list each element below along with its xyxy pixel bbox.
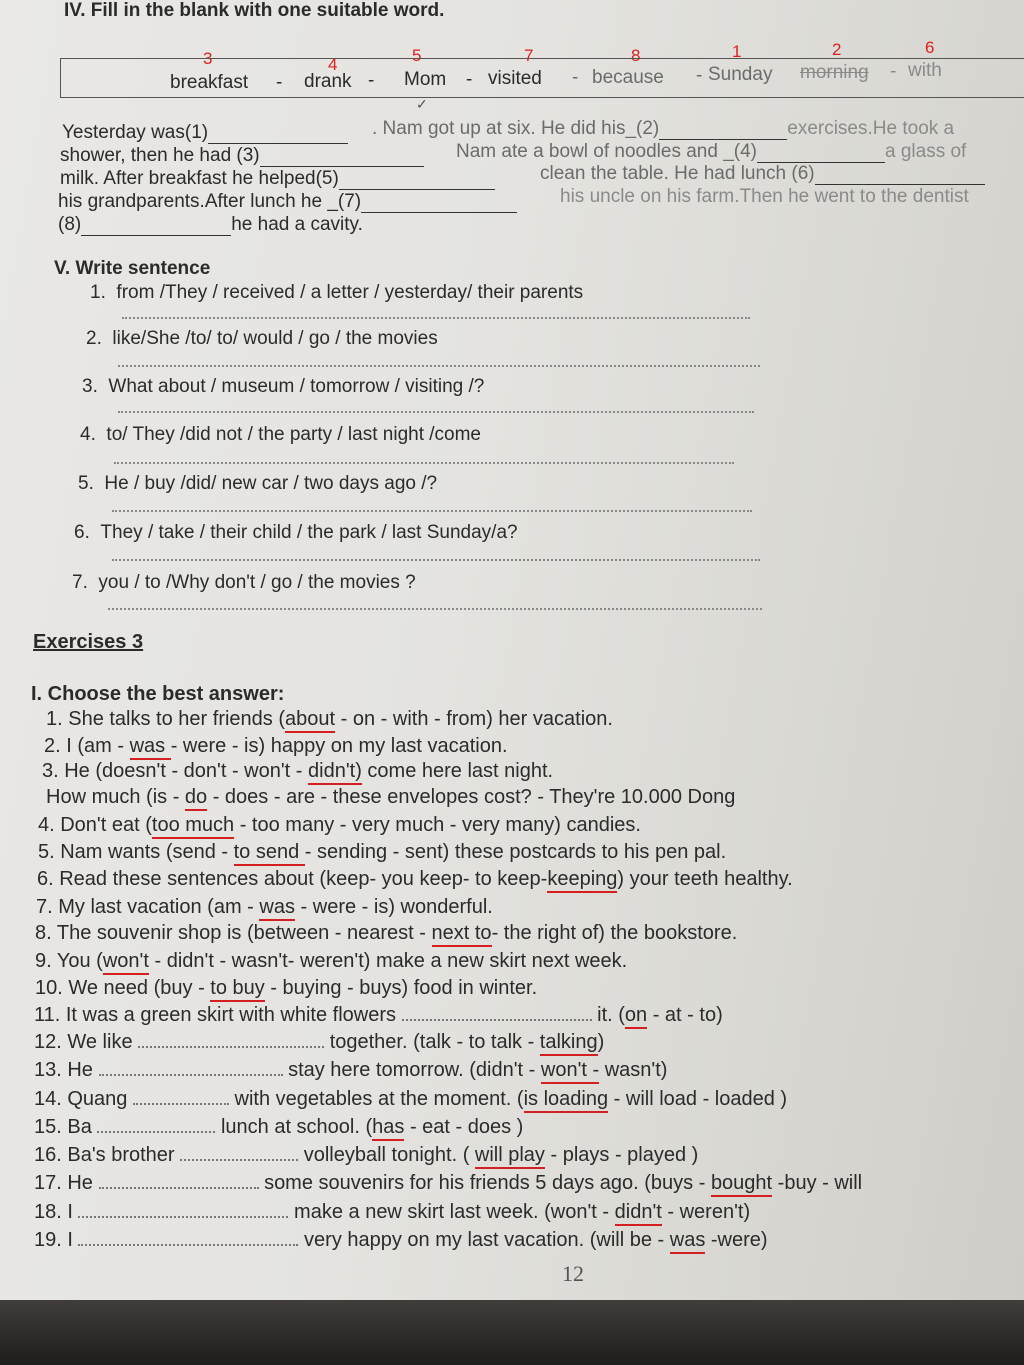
answer-blank[interactable] (99, 1070, 283, 1076)
marked-answer: was (259, 896, 295, 921)
passage-text: milk. After breakfast he helped(5) (60, 168, 339, 189)
passage-text: exercises.He took a (787, 118, 955, 139)
answer-line[interactable] (118, 363, 760, 367)
answer-line[interactable] (122, 315, 750, 319)
marked-answer: is loading (524, 1088, 609, 1113)
question-item: 13. He stay here tomorrow. (didn't - won't - wasn't) (34, 1059, 667, 1082)
answer-blank[interactable] (208, 127, 348, 144)
choose-answer-heading: I. Choose the best answer: (31, 683, 285, 705)
answer-number: 1 (732, 42, 742, 61)
passage-text: . Nam got up at six. He did his_(2) (372, 118, 660, 139)
answer-number: 8 (631, 46, 641, 65)
marked-answer: to buy (210, 977, 264, 1002)
answer-blank[interactable] (757, 146, 885, 163)
question-item: 11. It was a green skirt with white flowers it. (on - at - to) (34, 1004, 723, 1027)
item-number: 3. (82, 376, 98, 397)
sentence-prompt: to/ They /did not / the party / last night /come (106, 424, 481, 445)
marked-answer: didn't) (308, 760, 362, 785)
answer-number: 3 (203, 49, 213, 68)
marked-answer: didn't (615, 1201, 662, 1226)
exercises-title: Exercises 3 (33, 631, 144, 653)
answer-blank[interactable] (815, 168, 985, 185)
question-item: 1. She talks to her friends (about - on - with - from) her vacation. (46, 708, 613, 731)
marked-answer: will play (475, 1144, 545, 1169)
question-item: 17. He some souvenirs for his friends 5 days ago. (buys - bought -buy - will (34, 1172, 862, 1195)
sentence-prompt: from /They / received / a letter / yesterday/ their parents (116, 282, 584, 303)
marked-answer: on (625, 1004, 647, 1029)
question-item: 16. Ba's brother volleyball tonight. ( will play - plays - played ) (34, 1144, 698, 1167)
question-item: How much (is - do - does - are - these envelopes cost? - They're 10.000 Dong (46, 786, 735, 809)
answer-blank[interactable] (138, 1042, 324, 1048)
sentence-prompt: They / take / their child / the park / last Sunday/a? (100, 522, 518, 543)
question-item: 6. Read these sentences about (keep- you keep- to keep-keeping) your teeth healthy. (37, 868, 793, 891)
question-item: 14. Quang with vegetables at the moment. (is loading - will load - loaded ) (34, 1088, 787, 1111)
answer-number: 7 (524, 46, 534, 65)
marked-answer: keeping (547, 868, 617, 893)
question-item: 7. My last vacation (am - was - were - is) wonderful. (36, 896, 493, 919)
sentence-prompt: like/She /to/ to/ would / go / the movies (112, 328, 438, 349)
answer-blank[interactable] (97, 1127, 215, 1133)
passage-text: (8) (58, 214, 82, 235)
answer-blank[interactable] (180, 1155, 298, 1161)
word-option: with (908, 60, 942, 81)
sentence-prompt: He / buy /did/ new car / two days ago /? (104, 473, 438, 494)
answer-blank[interactable] (339, 173, 495, 190)
answer-blank[interactable] (402, 1015, 592, 1021)
answer-number: 4 (328, 55, 338, 74)
worksheet-page: IV. Fill in the blank with one suitable word. 3 4 5 7 8 1 2 6 breakfast - drank - Mom - visited - because - Sunday morning - with ✓ Yesterday was(1) . Nam got up at six. He did his_(2) exercises.He took a shower, then he had (3) Nam ate a bowl of noodles and _(4) a glass of milk. After breakfast he helped(5) clean the table. He had lunch (6) his grandparents.After lunch he _(7) his uncle on his farm.Then he went to the dentist (8) he had a cavity. V. Write sentence 1. from /They / received / a letter / yesterday/ their parents 2. like/She /to/ to/ would / go / the movies 3. What about / museum / tomorrow / visiting /? 4. to/ They /did not / the party / last night /come 5. He / buy /did/ new car / two days ago /? 6. They / take / their child / the park / last Sunday/a? 7. you / to /Why don't / go / the movies ? Exercises 3 I. Choose the best answer: 1. She talks to her friends (about - on - with - from) her vacation. 2. I (am - was - were - is) happy on my last vacation. 3. He (doesn't - don't - won't - didn't) come here last night. How much (is - do - does - are - these envelopes cost? - They're 10.000 Dong 4. Don't eat (too much - too many - very much - very many) candies. 5. Nam wants (send - to send - sending - sent) these postcards to his pen pal. 6. Read these sentences about (keep- you keep- to keep-keeping) your teeth healthy. 7. My last vacation (am - was - were - is) wonderful. 8. The souvenir shop is (between - nearest - next to- the right of) the bookstore. 9. You (won't - didn't - wasn't- weren't) make a new skirt next week. 10. We need (buy - to buy - buying - buys) food in winter. 11. It was a green skirt with white flowers it. (on - at - to) 12. We like together. (talk - to talk - talking) 13. He stay here tomorrow. (didn't - won't - wasn't) 14. Quang with vegetables at the moment. (is loading - will load - loaded ) 15. Ba lunch at school. (has - eat - does ) 16. Ba's brother volleyball tonight. ( will play - plays - played ) 17. He some souvenirs for his friends 5 days ago. (buys - bought -buy - will 18. I make a new skirt last week. (won't - didn't - weren't) 19. I very happy on my last vacation. (will be - was -were) 12 (0, 0, 1024, 1300)
marked-answer: was (670, 1229, 706, 1254)
word-option: Mom (404, 69, 447, 90)
question-item: 4. Don't eat (too much - too many - very much - very many) candies. (38, 814, 641, 837)
page-number: 12 (562, 1261, 584, 1286)
word-option: morning (800, 62, 869, 83)
answer-blank[interactable] (659, 123, 787, 140)
marked-answer: next to (432, 922, 492, 947)
passage-text: shower, then he had (3) (60, 145, 260, 166)
passage-text: his grandparents.After lunch he _(7) (58, 191, 362, 212)
marked-answer: about (285, 708, 335, 733)
marked-answer: to send (234, 841, 305, 866)
answer-blank[interactable] (99, 1183, 259, 1189)
question-item: 15. Ba lunch at school. (has - eat - does ) (34, 1116, 523, 1139)
word-option: visited (488, 68, 542, 89)
marked-answer: too much (152, 814, 234, 839)
item-number: 5. (78, 473, 94, 494)
question-item: 3. He (doesn't - don't - won't - didn't) come here last night. (42, 760, 553, 783)
item-number: 7. (72, 572, 88, 593)
marked-answer: bought (711, 1172, 772, 1197)
answer-blank[interactable] (81, 219, 231, 236)
question-item: 8. The souvenir shop is (between - nearest - next to- the right of) the bookstore. (35, 922, 737, 945)
sentence-prompt: What about / museum / tomorrow / visiting /? (108, 376, 485, 397)
answer-blank[interactable] (78, 1240, 298, 1246)
question-item: 9. You (won't - didn't - wasn't- weren't) make a new skirt next week. (35, 950, 627, 973)
item-number: 1. (90, 282, 106, 303)
word-option: breakfast (170, 72, 249, 93)
question-item: 12. We like together. (talk - to talk - talking) (34, 1031, 604, 1054)
question-item: 10. We need (buy - to buy - buying - buys) food in winter. (35, 977, 537, 1000)
section-5-heading: V. Write sentence (54, 258, 211, 279)
passage-text: clean the table. He had lunch (6) (540, 163, 815, 184)
item-number: 6. (74, 522, 90, 543)
question-item: 18. I make a new skirt last week. (won't - didn't - weren't) (34, 1201, 750, 1224)
answer-blank[interactable] (260, 150, 424, 167)
answer-line[interactable] (108, 606, 762, 610)
item-number: 4. (80, 424, 96, 445)
answer-blank[interactable] (361, 196, 517, 213)
item-number: 2. (86, 328, 102, 349)
answer-blank[interactable] (78, 1212, 288, 1218)
answer-number: 5 (412, 46, 422, 65)
answer-line[interactable] (112, 508, 752, 512)
question-item: 19. I very happy on my last vacation. (will be - was -were) (34, 1229, 768, 1252)
passage-text: Nam ate a bowl of noodles and _(4) (456, 141, 758, 162)
word-option: Sunday (708, 64, 773, 85)
word-option: because (592, 67, 664, 88)
word-option: drank (304, 71, 352, 92)
answer-line[interactable] (118, 409, 754, 413)
section-4-heading: IV. Fill in the blank with one suitable word. (64, 0, 445, 21)
passage-text: a glass of (885, 141, 967, 162)
marked-answer: won't - (541, 1059, 599, 1084)
answer-number: 6 (925, 38, 935, 57)
check-mark-icon: ✓ (416, 96, 428, 112)
marked-answer: talking (540, 1031, 598, 1056)
answer-number: 2 (832, 40, 842, 59)
question-item: 5. Nam wants (send - to send - sending - sent) these postcards to his pen pal. (38, 841, 726, 864)
question-item: 2. I (am - was - were - is) happy on my last vacation. (44, 735, 508, 758)
table-background (0, 1300, 1024, 1365)
marked-answer: was (130, 735, 171, 760)
passage-text: his uncle on his farm.Then he went to the dentist (560, 186, 969, 207)
answer-blank[interactable] (133, 1099, 229, 1105)
passage-text: Yesterday was(1) (62, 122, 209, 143)
sentence-prompt: you / to /Why don't / go / the movies ? (98, 572, 416, 593)
passage-text: he had a cavity. (231, 214, 363, 235)
answer-line[interactable] (112, 557, 760, 561)
answer-line[interactable] (114, 460, 734, 464)
marked-answer: do (185, 786, 207, 811)
marked-answer: won't (103, 950, 149, 975)
marked-answer: has (372, 1116, 404, 1141)
